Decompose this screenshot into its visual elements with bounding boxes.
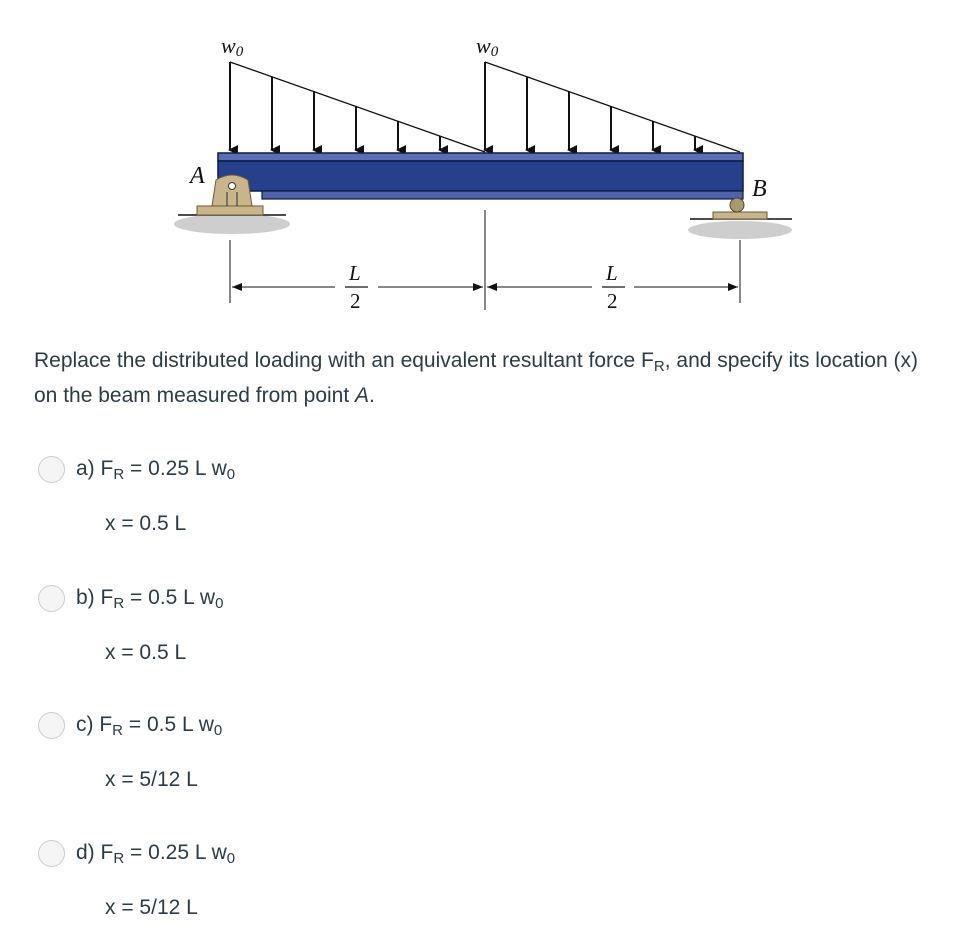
beam-figure	[0, 0, 964, 330]
question-text: Replace the distributed loading with an equivalent resultant force FR, and specify its location (x) on the beam measured from point A.	[34, 349, 918, 407]
answer-option-c[interactable]	[38, 710, 538, 792]
option-b-formula: b) FR = 0.5 L w0	[76, 586, 224, 612]
option-a-location: x = 0.5 L	[105, 512, 187, 535]
radio-button-c[interactable]	[38, 712, 65, 739]
roller-support-b	[688, 198, 792, 239]
distributed-load-right	[485, 62, 740, 152]
dim-right-denominator: 2	[607, 289, 618, 313]
option-c-formula: c) FR = 0.5 L w0	[76, 713, 223, 739]
dimension-lines	[230, 210, 740, 310]
distributed-load-left	[230, 62, 485, 152]
answer-option-b[interactable]	[38, 583, 538, 665]
radio-button-d[interactable]	[38, 840, 65, 867]
beam	[218, 153, 743, 199]
radio-button-a[interactable]	[38, 456, 65, 483]
dim-left-denominator: 2	[350, 289, 361, 313]
load-label-left: w0	[221, 33, 244, 60]
answer-option-a[interactable]	[38, 454, 538, 536]
support-a-label: A	[190, 163, 205, 189]
dim-left-numerator: L	[349, 261, 361, 285]
option-a-formula: a) FR = 0.25 L w0	[76, 457, 236, 483]
option-c-location: x = 5/12 L	[105, 768, 198, 791]
dim-right-numerator: L	[606, 261, 618, 285]
option-d-location: x = 5/12 L	[105, 896, 198, 919]
radio-button-b[interactable]	[38, 585, 65, 612]
option-b-location: x = 0.5 L	[105, 641, 187, 664]
option-d-formula: d) FR = 0.25 L w0	[76, 841, 236, 867]
support-b-label: B	[752, 176, 767, 202]
load-label-right: w0	[476, 33, 499, 60]
answer-option-d[interactable]	[38, 838, 538, 920]
